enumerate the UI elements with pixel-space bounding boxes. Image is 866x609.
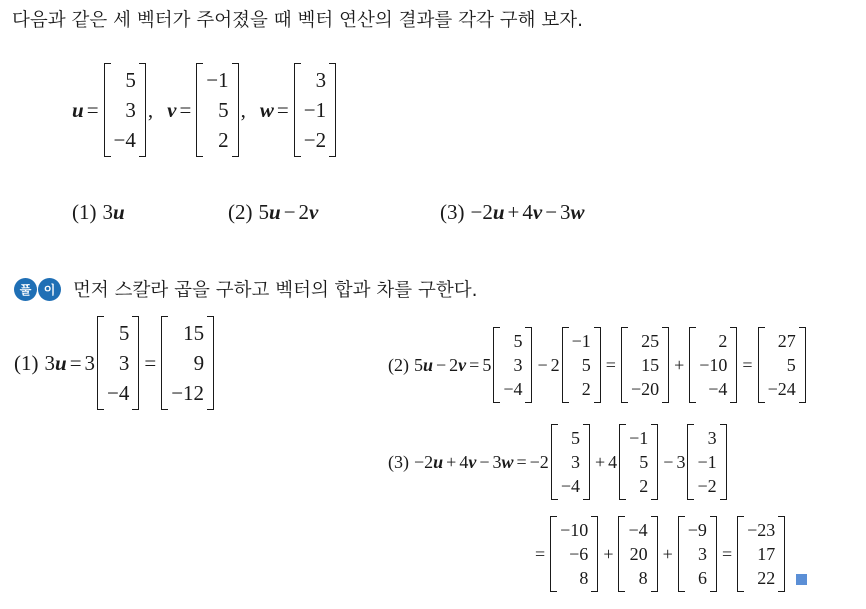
end-mark-icon — [796, 574, 807, 585]
matrix-cell: −12 — [171, 381, 205, 405]
equals-sign: = — [605, 354, 616, 375]
matrix-cell: −10 — [560, 520, 589, 540]
matrix-cell: −10 — [699, 355, 728, 375]
matrix-cell: 20 — [629, 544, 648, 564]
matrix-cell: −1 — [303, 98, 327, 122]
matrix-cell: 5 — [581, 355, 591, 375]
minus-sign: − — [436, 354, 447, 375]
matrix-cell: 2 — [218, 128, 229, 152]
coefficient: 5 — [482, 354, 492, 375]
matrix-cell: −9 — [687, 520, 707, 540]
matrix-cell: −4 — [113, 128, 136, 152]
vector-symbol: u — [113, 200, 125, 224]
equals-sign: = — [179, 97, 192, 122]
coefficient: 2 — [298, 200, 310, 224]
matrix-cell: 27 — [777, 331, 796, 351]
vector-v-matrix — [196, 63, 238, 157]
vector-u-matrix — [104, 63, 146, 157]
equals-sign: = — [69, 350, 82, 375]
matrix-cell: −4 — [107, 381, 130, 405]
coefficient: 3 — [676, 451, 686, 472]
vector-w-matrix — [687, 424, 726, 500]
coefficient: 3 — [560, 200, 571, 224]
matrix-cell: 3 — [118, 351, 130, 375]
matrix-cell: 3 — [315, 68, 327, 92]
equals-sign: = — [535, 543, 546, 564]
matrix-cell: 3 — [697, 544, 707, 564]
matrix-cell: 17 — [757, 544, 776, 564]
step-matrix — [689, 327, 737, 403]
vector-symbol: w — [570, 200, 585, 224]
coefficient: 4 — [608, 451, 618, 472]
matrix-cell: −1 — [697, 452, 717, 472]
matrix-cell: 2 — [718, 331, 728, 351]
vector-symbol: u — [423, 354, 434, 375]
intro-text: 다음과 같은 세 벡터가 주어졌을 때 벡터 연산의 결과를 각각 구해 보자. — [12, 10, 583, 31]
vector-w-symbol: w — [259, 97, 274, 122]
matrix-cell: 5 — [218, 98, 229, 122]
problem-label: (2) — [228, 200, 253, 224]
matrix-cell: 6 — [697, 568, 707, 588]
matrix-cell: 2 — [639, 476, 649, 496]
minus-sign: − — [283, 200, 296, 224]
matrix-cell: 5 — [786, 355, 796, 375]
coefficient: −2 — [414, 451, 434, 472]
vector-symbol: v — [468, 451, 477, 472]
coefficient: 5 — [258, 200, 269, 224]
plus-sign: + — [662, 543, 673, 564]
comma: , — [240, 97, 246, 122]
solution-badge-2: 이 — [38, 278, 61, 301]
coefficient: 2 — [449, 354, 459, 375]
matrix-cell: 15 — [641, 355, 660, 375]
vector-symbol: v — [309, 200, 319, 224]
matrix-cell: −1 — [629, 428, 649, 448]
vector-u-matrix — [97, 316, 139, 410]
matrix-cell: −2 — [697, 476, 717, 496]
matrix-cell: −20 — [630, 379, 660, 399]
matrix-cell: 22 — [757, 568, 776, 588]
vector-symbol: u — [269, 200, 281, 224]
solution-3-line-2 — [532, 516, 787, 592]
step-matrix — [550, 516, 598, 592]
solution-lead-text: 먼저 스칼라 곱을 구하고 벡터의 합과 차를 구한다. — [73, 280, 478, 301]
step-matrix — [618, 516, 657, 592]
comma: , — [147, 97, 154, 122]
coefficient: 4 — [522, 200, 533, 224]
matrix-cell: 5 — [639, 452, 649, 472]
plus-sign: + — [594, 451, 606, 472]
matrix-cell: 15 — [183, 321, 205, 345]
equals-sign: = — [469, 354, 480, 375]
problem-2 — [228, 200, 318, 225]
matrix-cell: −24 — [767, 379, 796, 399]
vector-u-matrix — [493, 327, 532, 403]
coefficient: 2 — [550, 354, 560, 375]
problem-1 — [72, 200, 125, 225]
coefficient: 3 — [102, 200, 113, 224]
matrix-cell: 5 — [513, 331, 523, 351]
solution-3-line-1 — [388, 424, 729, 500]
vector-symbol: u — [433, 451, 444, 472]
problem-label: (3) — [440, 200, 465, 224]
matrix-cell: 5 — [570, 428, 580, 448]
matrix-cell: 5 — [118, 321, 130, 345]
matrix-cell: 8 — [579, 568, 589, 588]
matrix-cell: −4 — [503, 379, 523, 399]
matrix-cell: 3 — [513, 355, 523, 375]
solution-2 — [388, 327, 808, 403]
matrix-cell: 2 — [581, 379, 591, 399]
matrix-cell: −4 — [708, 379, 728, 399]
matrix-cell: 3 — [570, 452, 580, 472]
matrix-cell: 3 — [707, 428, 717, 448]
vector-symbol: w — [501, 451, 514, 472]
coefficient: −2 — [470, 200, 493, 224]
problem-label: (3) — [388, 451, 409, 472]
result-matrix — [737, 516, 785, 592]
plus-sign: + — [446, 451, 457, 472]
matrix-cell: 5 — [125, 68, 136, 92]
vector-v-symbol: v — [167, 97, 177, 122]
plus-sign: + — [603, 543, 614, 564]
equals-sign: = — [276, 97, 289, 122]
problem-label: (1) — [72, 200, 97, 224]
solution-1 — [14, 316, 216, 410]
matrix-cell: 8 — [638, 568, 648, 588]
step-matrix — [678, 516, 717, 592]
matrix-cell: 3 — [125, 98, 136, 122]
vector-u-symbol: u — [72, 97, 84, 122]
equals-sign: = — [721, 543, 733, 564]
minus-sign: − — [545, 200, 558, 224]
solution-badge-1: 풀 — [14, 278, 37, 301]
problem-label: (2) — [388, 354, 409, 375]
matrix-cell: −23 — [747, 520, 776, 540]
solution-header — [14, 276, 477, 302]
vector-w-matrix — [294, 63, 336, 157]
equals-sign: = — [742, 354, 753, 375]
vector-u-matrix — [551, 424, 590, 500]
coefficient: 3 — [84, 350, 96, 375]
vector-symbol: v — [458, 354, 467, 375]
coefficient: 3 — [44, 350, 55, 375]
equals-sign: = — [516, 451, 527, 472]
vector-v-matrix — [562, 327, 601, 403]
coefficient: 5 — [414, 354, 423, 375]
vector-v-matrix — [619, 424, 658, 500]
matrix-cell: −2 — [303, 128, 327, 152]
result-matrix — [161, 316, 214, 410]
coefficient: −2 — [529, 451, 549, 472]
problem-3 — [440, 200, 585, 225]
equals-sign: = — [144, 350, 157, 375]
vector-symbol: v — [532, 200, 543, 224]
coefficient: 4 — [459, 451, 469, 472]
problem-label: (1) — [14, 350, 39, 375]
step-matrix — [621, 327, 669, 403]
matrix-cell: −4 — [560, 476, 580, 496]
vector-symbol: u — [55, 350, 67, 375]
minus-sign: − — [663, 451, 674, 472]
matrix-cell: −1 — [571, 331, 591, 351]
minus-sign: − — [537, 354, 548, 375]
equals-sign: = — [86, 97, 99, 122]
coefficient: 3 — [492, 451, 502, 472]
matrix-cell: −4 — [628, 520, 648, 540]
matrix-cell: −1 — [206, 68, 229, 92]
plus-sign: + — [674, 354, 685, 375]
matrix-cell: 25 — [641, 331, 660, 351]
plus-sign: + — [507, 200, 520, 224]
minus-sign: − — [479, 451, 490, 472]
vector-symbol: u — [492, 200, 505, 224]
matrix-cell: −6 — [569, 544, 589, 564]
vector-definitions — [72, 63, 338, 157]
matrix-cell: 9 — [193, 351, 205, 375]
result-matrix — [758, 327, 806, 403]
